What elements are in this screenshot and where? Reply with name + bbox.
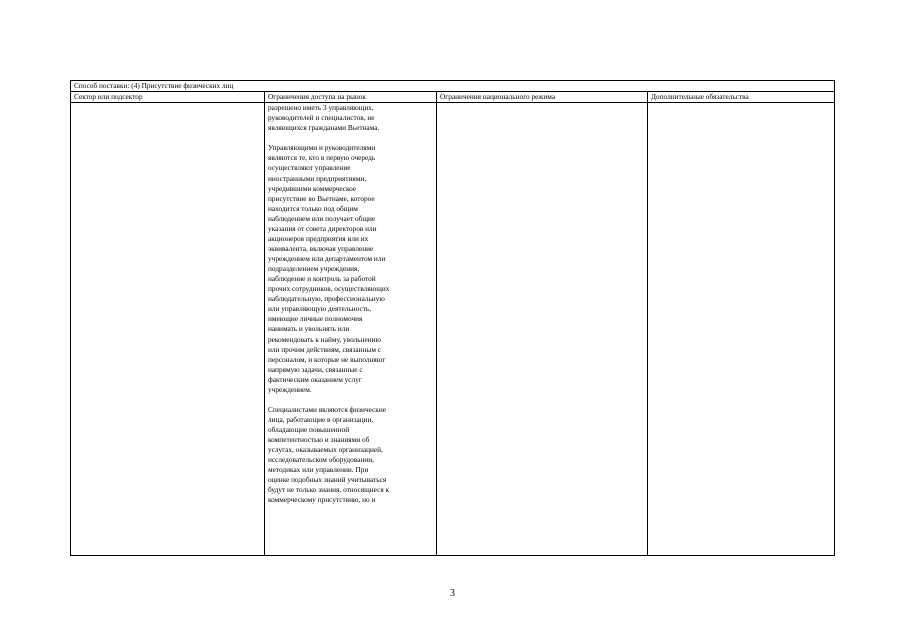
text-line: эквивалента, включая управление [268, 243, 374, 253]
mode-of-supply-row [71, 81, 835, 92]
text-line: прочих сотрудников, осуществляющих [268, 284, 390, 294]
text-line: коммерческому присутствию, но и [268, 495, 376, 505]
table-header-row [71, 92, 835, 103]
text-line: обладающие повышенной [268, 425, 350, 434]
header-additional-commitments: Дополнительные обязательства [648, 92, 835, 103]
text-line: услугах, оказываемых организацией, [268, 445, 383, 455]
text-line: являются те, кто в первую очередь [268, 153, 376, 163]
national-treatment-cell [437, 103, 648, 556]
text-line: или прочим действиям, связанным с [268, 344, 382, 354]
text-line: лица, работающие в организации, [268, 414, 374, 424]
table-row [71, 103, 835, 556]
market-access-paragraph [268, 143, 433, 395]
text-line: Специалистами являются физические [268, 404, 386, 414]
mode-of-supply-label: Способ поставки: (4) Присутствие физических лиц [71, 81, 835, 92]
commitments-table [70, 80, 835, 556]
text-line: имеющие личные полномочия [268, 314, 363, 324]
additional-commitments-cell [648, 103, 835, 556]
text-line: оценке подобных знаний учитываться [268, 475, 387, 485]
text-line: Управляющими и руководителями [268, 143, 376, 153]
text-line: исследовательском оборудовании, [268, 455, 374, 465]
header-national-treatment: Ограничения национального режима [437, 92, 648, 103]
text-line: подразделением учреждения, [268, 264, 360, 274]
text-line: присутствие во Вьетнаме, которое [268, 193, 375, 203]
text-line: наблюдением или получает общие [268, 213, 376, 223]
header-sector: Сектор или подсектор [71, 92, 265, 103]
text-line: будут не только знания, относящиеся к [268, 485, 390, 495]
text-line: учреждением или департаментом или [268, 254, 386, 263]
market-access-cell [265, 103, 437, 556]
text-line: персоналом, и которые не выполняют [268, 354, 386, 364]
text-line: наблюдение и контроль за работой [268, 274, 376, 284]
text-line: компетентностью и знаниями об [268, 435, 370, 445]
text-line: методиках или управлении. При [268, 465, 369, 475]
market-access-paragraph [268, 103, 433, 133]
text-line: учредившими коммерческое [268, 183, 357, 193]
text-line: осуществляют управление [268, 163, 351, 173]
text-line: разрешено иметь 3 управляющих, [268, 103, 374, 113]
text-line: учреждением. [268, 384, 312, 394]
text-line: являющихся гражданами Вьетнама. [268, 123, 380, 133]
text-line: напрямую задачи, связанные с [268, 364, 363, 374]
text-line: акционеров предприятия или их [268, 233, 369, 243]
text-line: указания от совета директоров или [268, 223, 377, 233]
header-market-access: Ограничения доступа на рынок [265, 92, 437, 103]
page-number: 3 [450, 588, 455, 599]
text-line: наблюдательную, профессиональную [268, 294, 385, 304]
text-line: рекомендовать к найму, увольнению [268, 334, 382, 344]
sector-cell [71, 103, 265, 556]
text-line: или управляющую деятельность, [268, 304, 372, 314]
text-line: иностранными предприятиями, [268, 173, 367, 183]
text-line: нанимать и увольнять или [268, 324, 350, 334]
text-line: находится только под общим [268, 203, 358, 213]
text-line: фактическим оказанием услуг [268, 374, 362, 384]
market-access-paragraph [268, 405, 433, 506]
text-line: руководителей и специалистов, не [268, 113, 375, 123]
